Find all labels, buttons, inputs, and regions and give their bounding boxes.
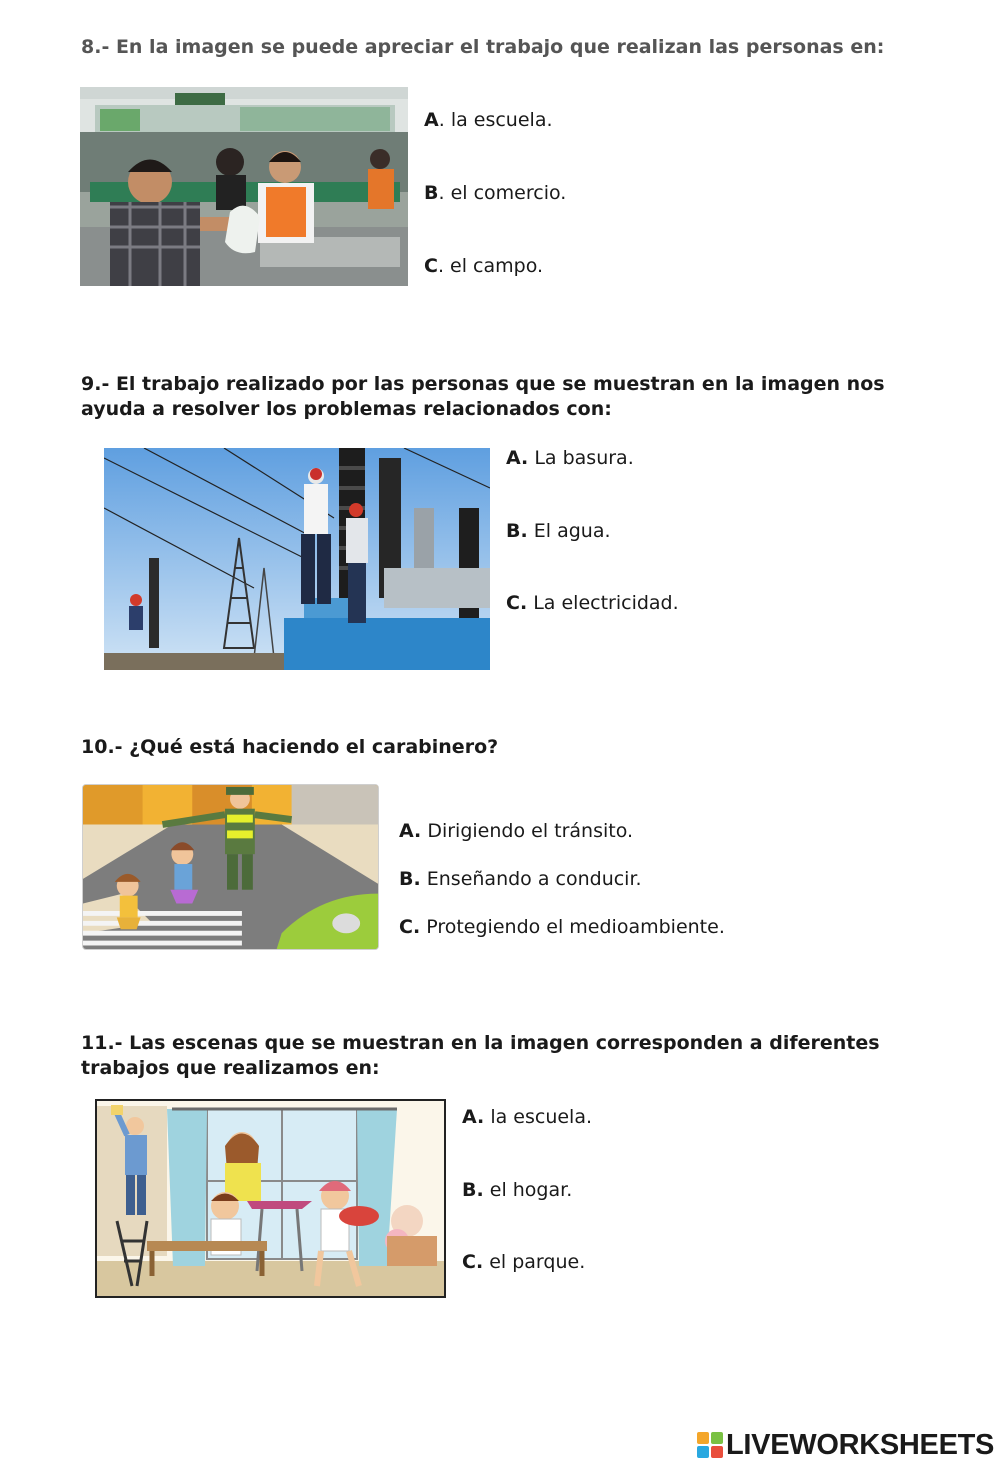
question-11-title: 11.- Las escenas que se muestran en la imagen corresponden a diferentes trabajos que realizamos en: bbox=[81, 1032, 880, 1079]
liveworksheets-logo-text: LIVEWORKSHEETS bbox=[726, 1428, 995, 1461]
question-8-option-c[interactable]: C. el campo. bbox=[424, 255, 544, 277]
question-10-option-c[interactable]: C. Protegiendo el medioambiente. bbox=[399, 916, 725, 938]
question-9-title: 9.- El trabajo realizado por las personas que se muestran en la imagen nos ayuda a resolver los problemas relacionados con: bbox=[81, 373, 885, 420]
question-9-option-b[interactable]: B. El agua. bbox=[506, 520, 611, 542]
supermarket-cashier-photo bbox=[80, 87, 408, 286]
question-8-option-a[interactable]: A. la escuela. bbox=[424, 109, 553, 131]
traffic-officer-illustration bbox=[82, 784, 379, 950]
liveworksheets-logo bbox=[697, 1428, 994, 1462]
question-10-title: 10.- ¿Qué está haciendo el carabinero? bbox=[81, 736, 499, 758]
question-11-option-b[interactable]: B. el hogar. bbox=[462, 1179, 573, 1201]
question-11-option-a[interactable]: A. la escuela. bbox=[462, 1106, 593, 1128]
question-11-option-c[interactable]: C. el parque. bbox=[462, 1251, 586, 1273]
family-housework-illustration bbox=[95, 1099, 446, 1298]
question-8-option-b[interactable]: B. el comercio. bbox=[424, 182, 567, 204]
question-9-option-a[interactable]: A. La basura. bbox=[506, 447, 634, 469]
question-10-option-a[interactable]: A. Dirigiendo el tránsito. bbox=[399, 820, 634, 842]
question-10-option-b[interactable]: B. Enseñando a conducir. bbox=[399, 868, 642, 890]
question-8-title: 8.- En la imagen se puede apreciar el trabajo que realizan las personas en: bbox=[81, 36, 885, 58]
question-9-option-c[interactable]: C. La electricidad. bbox=[506, 592, 679, 614]
liveworksheets-logo-icon bbox=[697, 1432, 723, 1458]
electricians-power-lines-photo bbox=[104, 448, 490, 670]
